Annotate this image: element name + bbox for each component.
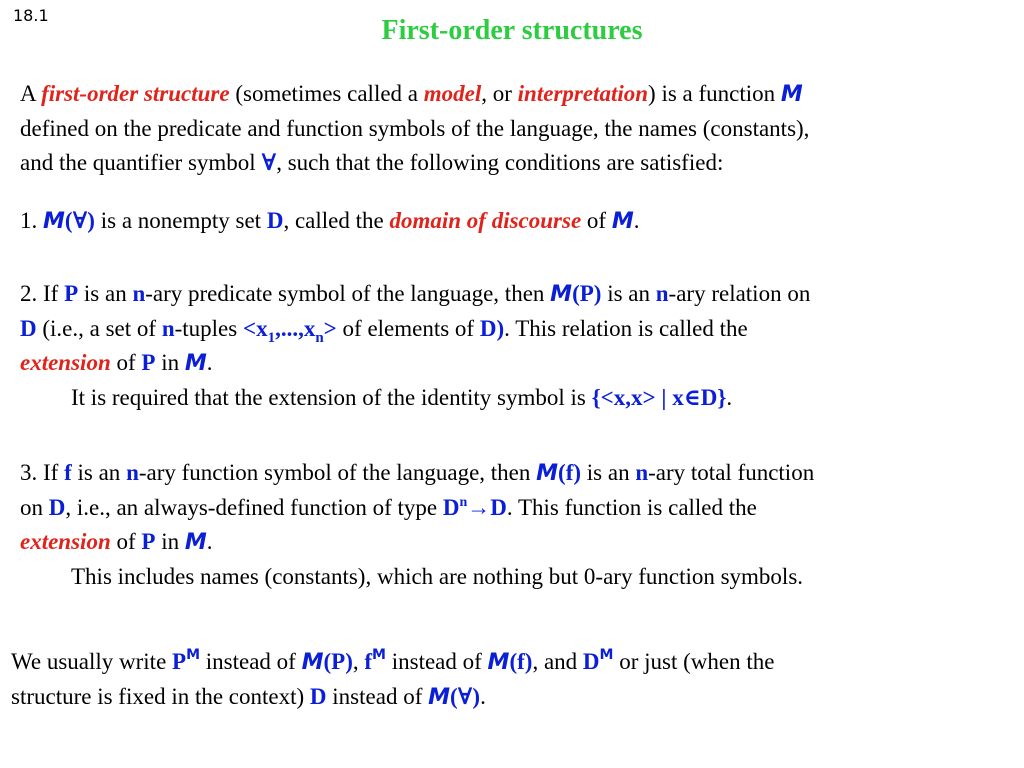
text: -tuples bbox=[174, 316, 243, 341]
symbol-M: M bbox=[184, 351, 207, 376]
symbol-M: M bbox=[550, 282, 573, 307]
text: It is required that the extension of the identity symbol is bbox=[71, 385, 592, 410]
text: (i.e., a set of bbox=[36, 316, 162, 341]
text: -ary relation on bbox=[668, 281, 811, 306]
text: instead of bbox=[326, 684, 429, 709]
text: on bbox=[20, 495, 49, 520]
text: We usually write bbox=[11, 649, 173, 674]
footer-line-1 bbox=[11, 645, 1021, 680]
symbol-f: f bbox=[364, 649, 373, 674]
text: in bbox=[155, 350, 185, 375]
symbol-f-paren: (f) bbox=[558, 460, 582, 485]
item-number: 2. If bbox=[20, 281, 65, 306]
superscript-M: M bbox=[186, 647, 201, 663]
cond3-line-3 bbox=[20, 525, 1024, 560]
cond2-line-3 bbox=[20, 346, 1024, 381]
text: . bbox=[633, 208, 640, 233]
text: of bbox=[110, 350, 142, 375]
text: , and bbox=[532, 649, 583, 674]
symbol-D: D bbox=[582, 649, 600, 674]
symbol-M: M bbox=[428, 685, 451, 710]
condition-2 bbox=[20, 277, 1024, 415]
text: , or bbox=[481, 81, 518, 106]
symbol-M: M bbox=[536, 461, 559, 486]
superscript-n: n bbox=[459, 495, 468, 510]
symbol-M: M bbox=[780, 82, 803, 107]
symbol-forall: (∀) bbox=[450, 684, 481, 709]
identity-extension: {<x,x> | x∈D} bbox=[591, 385, 727, 410]
text: ) is a function bbox=[648, 81, 781, 106]
text: instead of bbox=[200, 649, 302, 674]
subscript-1: 1 bbox=[267, 330, 276, 346]
cond3-line-4: This includes names (constants), which are nothing but 0-ary function symbols. bbox=[71, 564, 804, 589]
subscript-n: n bbox=[315, 330, 324, 346]
symbol-D: D bbox=[266, 208, 284, 233]
page-title: First-order structures bbox=[381, 15, 643, 46]
text: instead of bbox=[385, 649, 488, 674]
symbol-f-paren: (f) bbox=[509, 649, 533, 674]
text: is an bbox=[601, 281, 656, 306]
text: and the quantifier symbol bbox=[20, 150, 262, 175]
text: A bbox=[20, 81, 42, 106]
term-extension: extension bbox=[20, 529, 111, 554]
symbol-M: M bbox=[611, 209, 634, 234]
text: , bbox=[352, 649, 365, 674]
text: , such that the following conditions are satisfied: bbox=[276, 150, 724, 175]
intro-paragraph bbox=[20, 77, 1020, 180]
symbol-M: M bbox=[301, 650, 324, 675]
symbol-M: M bbox=[43, 209, 65, 234]
symbol-f: f bbox=[64, 460, 72, 485]
intro-line-3 bbox=[20, 146, 1020, 180]
symbol-D: D bbox=[20, 316, 37, 341]
cond2-line-4 bbox=[20, 381, 1024, 415]
text: -ary function symbol of the language, then bbox=[138, 460, 537, 485]
term-domain-of-discourse: domain of discourse bbox=[389, 208, 582, 233]
text: . This relation is called the bbox=[504, 316, 748, 341]
notation-footer bbox=[11, 645, 1021, 715]
text: of bbox=[110, 529, 142, 554]
superscript-M: M bbox=[599, 647, 614, 663]
text: (sometimes called a bbox=[229, 81, 424, 106]
cond3-line-1 bbox=[20, 456, 1024, 491]
slide-number: 18.1 bbox=[13, 6, 49, 25]
cond3-line-2 bbox=[20, 491, 1024, 525]
symbol-M: M bbox=[184, 530, 207, 555]
text: , called the bbox=[283, 208, 390, 233]
symbol-P-paren: (P) bbox=[323, 649, 353, 674]
symbol-P: P bbox=[64, 281, 79, 306]
text: is an bbox=[581, 460, 636, 485]
tuple-close: > bbox=[323, 316, 337, 341]
symbol-forall: ∀ bbox=[261, 150, 277, 175]
cond2-line-2 bbox=[20, 312, 1024, 346]
symbol-P-paren: (P) bbox=[572, 281, 602, 306]
symbol-n: n bbox=[635, 460, 649, 485]
symbol-n: n bbox=[161, 316, 175, 341]
text: of elements of bbox=[336, 316, 480, 341]
symbol-P: P bbox=[141, 529, 156, 554]
symbol-n: n bbox=[126, 460, 139, 485]
item-number: 3. If bbox=[20, 460, 65, 485]
term-interpretation: interpretation bbox=[517, 81, 649, 106]
text: of bbox=[581, 208, 612, 233]
text: . This function is called the bbox=[506, 495, 757, 520]
text: -ary total function bbox=[648, 460, 815, 485]
tuple-notation bbox=[242, 316, 337, 346]
symbol-forall: (∀) bbox=[64, 208, 95, 233]
term-first-order-structure: first-order structure bbox=[41, 81, 230, 106]
footer-line-2 bbox=[11, 680, 1021, 715]
text: . bbox=[206, 529, 213, 554]
text: or just (when the bbox=[613, 649, 775, 674]
text: is a nonempty set bbox=[94, 208, 267, 233]
text: . bbox=[726, 385, 733, 410]
intro-line-1 bbox=[20, 77, 1020, 112]
arrow-D: →D bbox=[467, 495, 507, 520]
intro-line-2: defined on the predicate and function symbols of the language, the names (constants), bbox=[20, 116, 810, 141]
tuple-mid: ,...,x bbox=[275, 316, 316, 341]
symbol-D: D bbox=[48, 495, 66, 520]
symbol-n: n bbox=[132, 281, 146, 306]
item-number: 1. bbox=[20, 208, 43, 233]
text: . bbox=[206, 350, 213, 375]
text: -ary predicate symbol of the language, then bbox=[145, 281, 551, 306]
term-model: model bbox=[423, 81, 482, 106]
text: , i.e., an always-defined function of type bbox=[65, 495, 443, 520]
superscript-M: M bbox=[372, 647, 386, 663]
term-extension: extension bbox=[20, 350, 111, 375]
symbol-D: D bbox=[309, 684, 327, 709]
text: is an bbox=[71, 460, 127, 485]
text: is an bbox=[78, 281, 133, 306]
text: . bbox=[480, 684, 486, 709]
symbol-D: D bbox=[442, 495, 460, 520]
symbol-M: M bbox=[487, 650, 510, 675]
tuple-open: <x bbox=[242, 316, 268, 341]
symbol-D: D) bbox=[479, 316, 505, 341]
condition-3 bbox=[20, 456, 1024, 594]
condition-1 bbox=[20, 204, 1020, 239]
function-type bbox=[443, 495, 507, 520]
symbol-n: n bbox=[655, 281, 669, 306]
text: structure is fixed in the context) bbox=[11, 684, 310, 709]
text: in bbox=[155, 529, 185, 554]
symbol-P: P bbox=[172, 649, 187, 674]
cond2-line-1 bbox=[20, 277, 1024, 312]
symbol-P: P bbox=[141, 350, 156, 375]
